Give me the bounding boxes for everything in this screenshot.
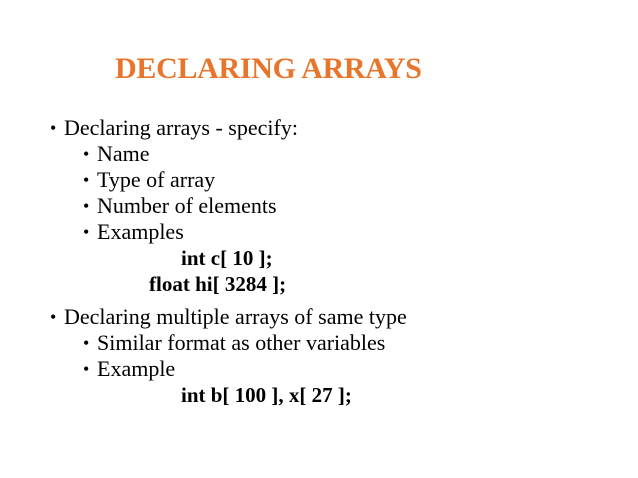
bullet-text: Example bbox=[97, 356, 176, 381]
bullet-icon: • bbox=[83, 196, 90, 216]
bullet-icon: • bbox=[50, 118, 57, 138]
sub-bullet-item bbox=[83, 356, 175, 382]
bullet-icon: • bbox=[83, 359, 90, 379]
bullet-icon: • bbox=[83, 144, 90, 164]
code-example: float hi[ 3284 ]; bbox=[149, 272, 287, 296]
sub-bullet-item bbox=[83, 193, 277, 219]
bullet-icon: • bbox=[83, 170, 90, 190]
bullet-text: Type of array bbox=[97, 167, 216, 192]
bullet-text: Similar format as other variables bbox=[97, 330, 386, 355]
bullet-item bbox=[50, 115, 298, 141]
code-example: int b[ 100 ], x[ 27 ]; bbox=[181, 383, 352, 407]
sub-bullet-item bbox=[83, 167, 215, 193]
bullet-icon: • bbox=[83, 333, 90, 353]
bullet-text: Examples bbox=[97, 219, 184, 244]
bullet-text: Declaring multiple arrays of same type bbox=[64, 304, 407, 329]
bullet-item bbox=[50, 304, 407, 330]
bullet-icon: • bbox=[50, 307, 57, 327]
sub-bullet-item bbox=[83, 141, 150, 167]
bullet-icon: • bbox=[83, 222, 90, 242]
sub-bullet-item bbox=[83, 219, 184, 245]
slide-title: DECLARING ARRAYS bbox=[115, 52, 422, 85]
bullet-text: Number of elements bbox=[97, 193, 277, 218]
code-example: int c[ 10 ]; bbox=[181, 246, 273, 270]
sub-bullet-item bbox=[83, 330, 385, 356]
bullet-text: Name bbox=[97, 141, 150, 166]
bullet-text: Declaring arrays - specify: bbox=[64, 115, 298, 140]
